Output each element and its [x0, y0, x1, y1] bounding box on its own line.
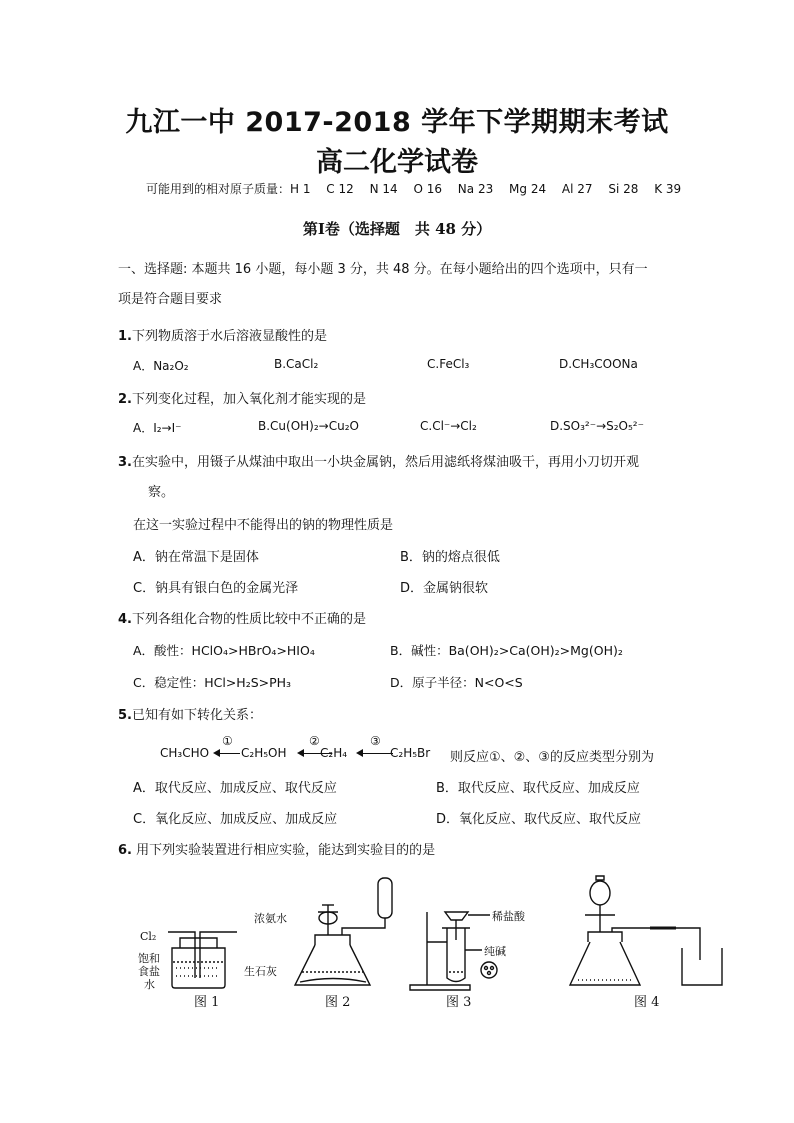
reaction-mark-2: ②	[309, 734, 320, 748]
question-1-number: 1.	[118, 329, 132, 344]
species-bromoethane: C₂H₅Br	[390, 746, 431, 760]
figure-4-collection-apparatus	[570, 876, 722, 985]
question-3-text-line1: 在实验中，用镊子从煤油中取出一小块金属钠，然后用滤纸将煤油吸干，再用小刀切开观	[131, 455, 639, 470]
species-acetaldehyde: CH₃CHO	[160, 746, 210, 760]
question-5-option-a: A．取代反应、加成反应、取代反应	[133, 781, 337, 796]
species-ethanol: C₂H₅OH	[241, 746, 287, 760]
label-chlorine: Cl₂	[140, 930, 157, 943]
question-1-option-d: D.CH₃COONa	[559, 357, 638, 371]
question-5-text: 已知有如下转化关系：	[131, 708, 262, 723]
question-4-option-d: D．原子半径：N<O<S	[390, 675, 523, 690]
label-brine-3: 水	[144, 978, 155, 991]
exam-subtitle: 高二化学试卷	[316, 147, 478, 178]
question-6-stem	[118, 839, 435, 858]
question-3-option-c: C．钠具有银白色的金属光泽	[133, 581, 299, 596]
figure-1-wash-bottle	[168, 932, 237, 988]
caption-figure-3: 图 3	[446, 995, 472, 1010]
question-4-option-c: C．稳定性：HCl>H₂S>PH₃	[133, 675, 292, 690]
species-ethylene: C₂H₄	[320, 746, 348, 760]
reaction-mark-3: ③	[370, 734, 381, 748]
question-1-option-b: B.CaCl₂	[274, 357, 319, 371]
question-1-stem	[118, 325, 327, 344]
reaction-arrow-3	[361, 753, 393, 754]
question-1-option-c: C.FeCl₃	[427, 357, 470, 371]
label-ammonia: 浓氨水	[254, 912, 287, 925]
label-brine-1: 饱和	[138, 952, 160, 965]
question-1-text: 下列物质溶于水后溶液显酸性的是	[131, 329, 327, 344]
question-3-stem	[118, 451, 639, 470]
atomic-masses	[146, 180, 681, 197]
section-instruction-line2: 项是符合题目要求	[118, 292, 223, 307]
question-2-option-a: A．I₂→I⁻	[133, 421, 182, 435]
label-soda-ash: 纯碱	[484, 945, 506, 958]
question-4-text: 下列各组化合物的性质比较中不正确的是	[131, 612, 366, 627]
question-5-stem	[118, 704, 262, 723]
question-2-option-c: C.Cl⁻→Cl₂	[420, 419, 477, 433]
reaction-mark-1: ①	[222, 734, 233, 748]
apparatus-figures	[0, 860, 794, 1020]
caption-figure-2: 图 2	[325, 995, 351, 1010]
question-2-stem	[118, 388, 366, 407]
question-3-option-b: B．钠的熔点很低	[400, 550, 500, 565]
volume-title: 第Ⅰ卷（选择题 共 48 分）	[302, 220, 492, 238]
question-4-number: 4.	[118, 612, 132, 627]
question-4-option-b: B．碱性：Ba(OH)₂>Ca(OH)₂>Mg(OH)₂	[390, 643, 623, 658]
question-3-text-line2: 察。	[148, 485, 175, 500]
question-3-number: 3.	[118, 455, 132, 470]
question-5-option-b: B．取代反应、取代反应、加成反应	[436, 781, 640, 796]
section-instruction-line1: 一、选择题: 本题共 16 小题，每小题 3 分，共 48 分。在每小题给出的四个选项中，只有一	[118, 262, 648, 277]
question-2-text: 下列变化过程，加入氧化剂才能实现的是	[131, 392, 366, 407]
question-3-option-a: A．钠在常温下是固体	[133, 550, 259, 565]
question-6-number: 6.	[118, 843, 132, 858]
question-4-option-a: A．酸性：HClO₄>HBrO₄>HIO₄	[133, 643, 315, 658]
question-5-number: 5.	[118, 708, 132, 723]
question-3-text-line3: 在这一实验过程中不能得出的钠的物理性质是	[133, 518, 394, 533]
question-4-stem	[118, 608, 366, 627]
atomic-masses-values: H 1 C 12 N 14 O 16 Na 23 Mg 24 Al 27 Si 28 K 39	[290, 182, 682, 196]
question-5-tail: 则反应①、②、③的反应类型分别为	[450, 750, 654, 765]
caption-figure-4: 图 4	[634, 995, 660, 1010]
question-1-option-a: A．Na₂O₂	[133, 359, 189, 373]
figure-2-ammonia-apparatus	[295, 878, 392, 985]
atomic-masses-label: 可能用到的相对原子质量：	[146, 182, 291, 196]
question-5-option-d: D．氧化反应、取代反应、取代反应	[436, 812, 642, 827]
question-3-option-d: D．金属钠很软	[400, 581, 489, 596]
caption-figure-1: 图 1	[194, 995, 220, 1010]
label-brine-2: 食盐	[138, 965, 160, 978]
question-6-text: 用下列实验装置进行相应实验，能达到实验目的的是	[136, 843, 436, 858]
label-hydrochloric-acid: 稀盐酸	[492, 910, 525, 923]
question-2-option-b: B.Cu(OH)₂→Cu₂O	[258, 419, 359, 433]
question-2-number: 2.	[118, 392, 132, 407]
reaction-arrow-1	[218, 753, 240, 754]
question-2-option-d: D.SO₃²⁻→S₂O₅²⁻	[550, 419, 644, 433]
exam-title: 九江一中 2017-2018 学年下学期期末考试	[125, 107, 669, 138]
label-quicklime: 生石灰	[244, 965, 277, 978]
question-5-option-c: C．氧化反应、加成反应、加成反应	[133, 812, 338, 827]
